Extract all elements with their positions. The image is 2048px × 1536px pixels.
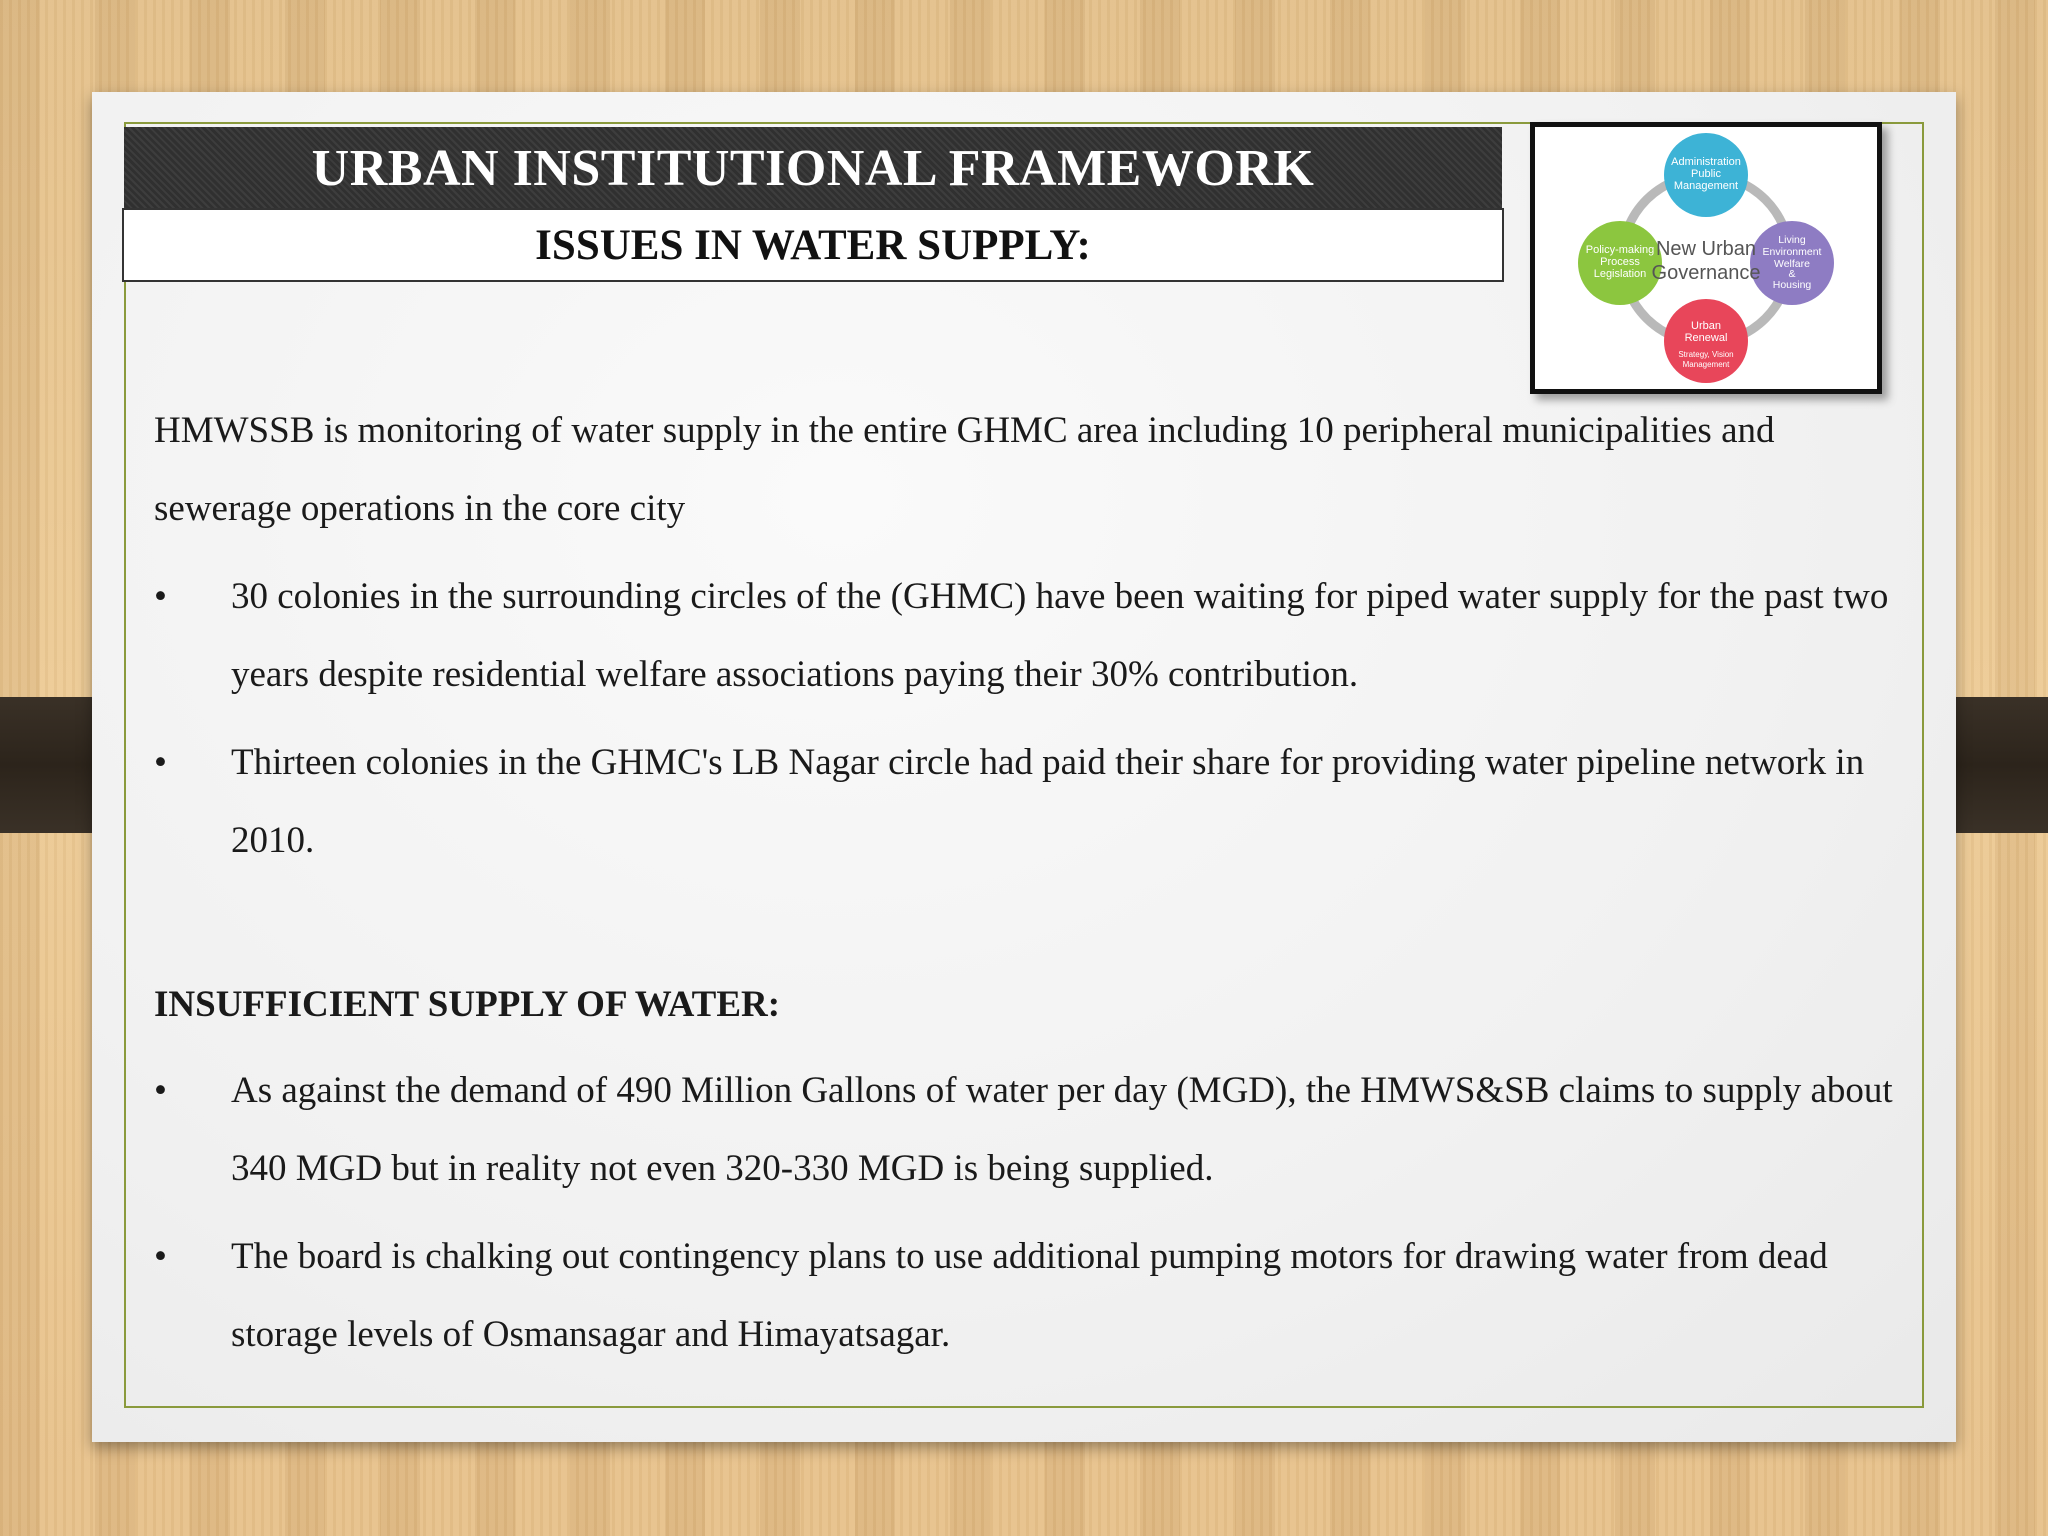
governance-diagram [1530,122,1882,394]
list-item-text: 30 colonies in the surrounding circles of the (GHMC) have been waiting for piped water supply for the past two years despite residential welfare associations paying their 30% contribution. [231,576,1889,695]
slide-title: URBAN INSTITUTIONAL FRAMEWORK [311,139,1315,197]
diagram-left-label-1: Policy-making [1585,244,1655,256]
list-item [154,1218,1914,1374]
diagram-left-label-3: Legislation [1593,268,1647,280]
bullet-icon: • [154,576,167,617]
issues-list [154,558,1914,880]
diagram-center-label-1: New Urban [1655,238,1757,260]
diagram-left-label-2: Process [1600,256,1640,268]
diagram-top-label-1: Administration [1671,156,1741,168]
list-item [154,724,1914,880]
bullet-icon: • [154,742,167,783]
diagram-right-label-4: & [1788,268,1796,280]
subtitle-banner [122,208,1504,282]
diagram-right-label-3: Welfare [1774,258,1810,270]
diagram-bottom-small-1: Strategy, Vision [1678,350,1734,359]
slide-body [154,392,1914,1374]
title-banner [124,127,1502,209]
bullet-icon: • [154,1236,167,1277]
diagram-right-label-5: Housing [1772,279,1812,291]
diagram-bottom-label-2: Renewal [1684,332,1728,344]
diagram-right-label-1: Living [1778,234,1806,246]
diagram-top-label-3: Management [1673,180,1739,192]
section-heading: INSUFFICIENT SUPPLY OF WATER: [154,984,781,1025]
supply-list [154,1052,1914,1374]
diagram-bottom-small-2: Management [1682,360,1730,369]
diagram-bottom-label-1: Urban [1691,320,1721,332]
bullet-icon: • [154,1070,167,1111]
intro-paragraph: HMWSSB is monitoring of water supply in the entire GHMC area including 10 peripheral municipalities and sewerage operations in the core city [154,410,1775,529]
list-item [154,1052,1914,1208]
governance-diagram-graphic [1535,127,1877,389]
list-item-text: The board is chalking out contingency plans to use additional pumping motors for drawing water from dead storage levels of Osmansagar and Himayatsagar. [231,1236,1828,1355]
diagram-center-label-2: Governance [1651,262,1761,284]
list-item-text: As against the demand of 490 Million Gallons of water per day (MGD), the HMWS&SB claims to supply about 340 MGD but in reality not even 320-330 MGD is being supplied. [231,1070,1893,1189]
diagram-top-label-2: Public [1691,168,1721,180]
list-item [154,558,1914,714]
list-item-text: Thirteen colonies in the GHMC's LB Nagar circle had paid their share for providing water pipeline network in 2010. [231,742,1865,861]
diagram-right-label-2: Environment [1762,246,1822,258]
slide-subtitle: ISSUES IN WATER SUPPLY: [535,221,1091,269]
